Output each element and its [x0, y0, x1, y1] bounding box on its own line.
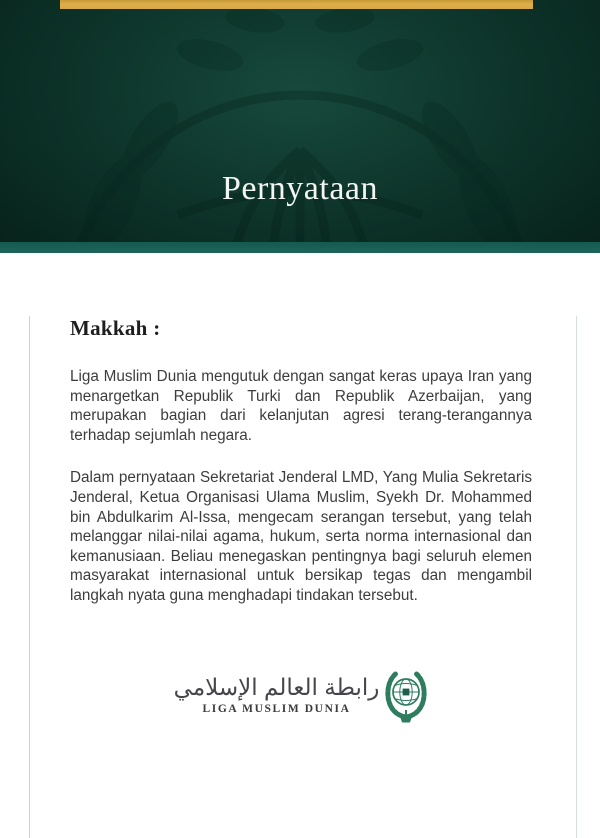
- logo-arabic-name: رابطة العالم الإسلامي: [173, 674, 380, 701]
- teal-divider-band: [0, 242, 600, 253]
- globe-wreath-emblem-icon: [384, 666, 428, 724]
- statement-card: [29, 316, 577, 838]
- location-heading: Makkah :: [70, 316, 161, 340]
- logo-latin-name: LIGA MUSLIM DUNIA: [202, 703, 351, 716]
- logo-names: [174, 674, 380, 715]
- statement-paragraph: Liga Muslim Dunia mengutuk dengan sangat keras upaya Iran yang menargetkan Republik Turki dan Republik Azerbaijan, yang merupakan bagian dari kelanjutan agresi terang-terangannya terhadap sejumlah negara.: [70, 368, 532, 444]
- page-title: Pernyataan: [221, 170, 379, 207]
- organization-logo: [70, 666, 532, 724]
- gold-accent-bar: [60, 0, 533, 9]
- header-banner: [0, 0, 600, 242]
- statement-paragraph: Dalam pernyataan Sekretariat Jenderal LMD, Yang Mulia Sekretaris Jenderal, Ketua Organisasi Ulama Muslim, Syekh Dr. Mohammed bin Abdulkarim Al-Issa, mengecam serangan tersebut, yang telah melanggar nilai-nilai agama, hukum, serta norma internasional dan kemanusiaan. Beliau menegaskan pentingnya bagi seluruh elemen masyarakat internasional untuk bersikap tegas dan mengambil langkah nyata guna menghadapi tindakan tersebut.: [70, 469, 532, 604]
